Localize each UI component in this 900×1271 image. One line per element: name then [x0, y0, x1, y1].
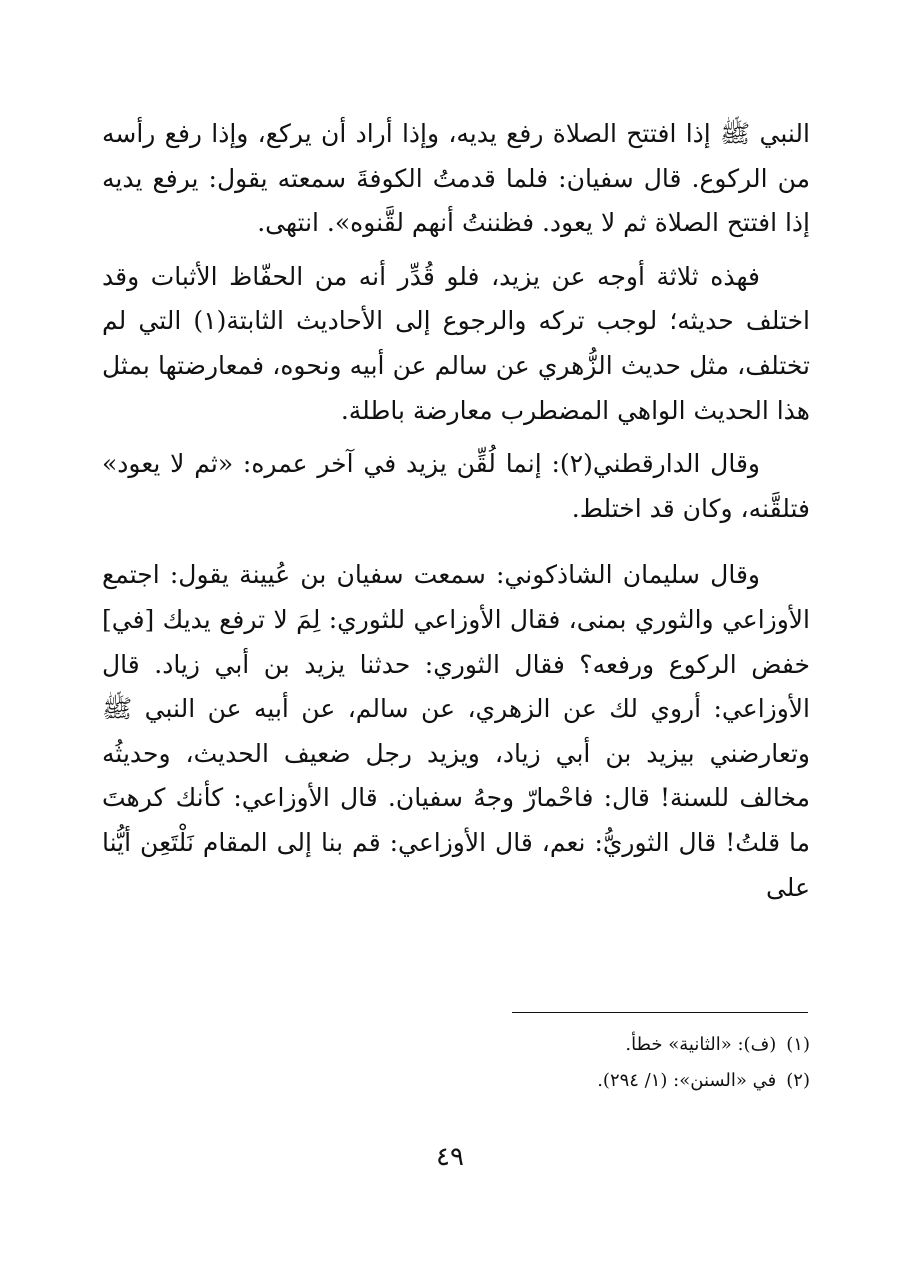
footnote-2-text: في «السنن»: (١/ ٢٩٤). [597, 1070, 777, 1091]
paragraph-2: فهذه ثلاثة أوجه عن يزيد، فلو قُدِّر أنه من الحفّاظ الأثبات وقد اختلف حديثه؛ لوجب تركه والرجوع إلى الأحاديث الثابتة(١) التي لم تختلف، مثل حديث الزُّهري عن سالم عن أبيه ونحوه، فمعارضتها بمثل هذا الحديث الواهي المضطرب معارضة باطلة. [102, 261, 810, 425]
footnote-1-number: (١) [786, 1034, 810, 1055]
footnote-1-text: (ف): «الثانية» خطأ. [625, 1034, 777, 1055]
footnotes [102, 1027, 810, 1099]
footnote-2 [102, 1063, 810, 1099]
paragraph-4: وقال سليمان الشاذكوني: سمعت سفيان بن عُيينة يقول: اجتمع الأوزاعي والثوري بمنى، فقال الأوزاعي للثوري: لِمَ لا ترفع يديك [في] خفض الركوع ورفعه؟ فقال الثوري: حدثنا يزيد بن أبي زياد. قال الأوزاعي: أروي لك عن الزهري، عن سالم، عن أبيه عن النبي ﷺ وتعارضني بيزيد بن أبي زياد، ويزيد رجل ضعيف الحديث، وحديثُه مخالف للسنة! قال: فاحْمارّ وجهُ سفيان. قال الأوزاعي: كأنك كرهتَ ما قلتُ! قال الثوريُّ: نعم، قال الأوزاعي: قم بنا إلى المقام نَلْتَعِن أيُّنا على [102, 560, 810, 902]
footnote-separator [512, 1012, 808, 1013]
main-text [102, 112, 810, 919]
footnote-1 [102, 1027, 810, 1063]
paragraph-1: النبي ﷺ إذا افتتح الصلاة رفع يديه، وإذا أراد أن يركع، وإذا رفع رأسه من الركوع. قال سفيان: فلما قدمتُ الكوفةَ سمعته يقول: يرفع يديه إذا افتتح الصلاة ثم لا يعود. فظننتُ أنهم لقَّنوه». انتهى. [102, 119, 810, 238]
footnote-2-number: (٢) [786, 1070, 810, 1091]
paragraph-3: وقال الدارقطني(٢): إنما لُقِّن يزيد في آخر عمره: «ثم لا يعود» فتلقَّنه، وكان قد اختلط. [102, 449, 810, 523]
page-number: ٤٩ [436, 1142, 464, 1172]
